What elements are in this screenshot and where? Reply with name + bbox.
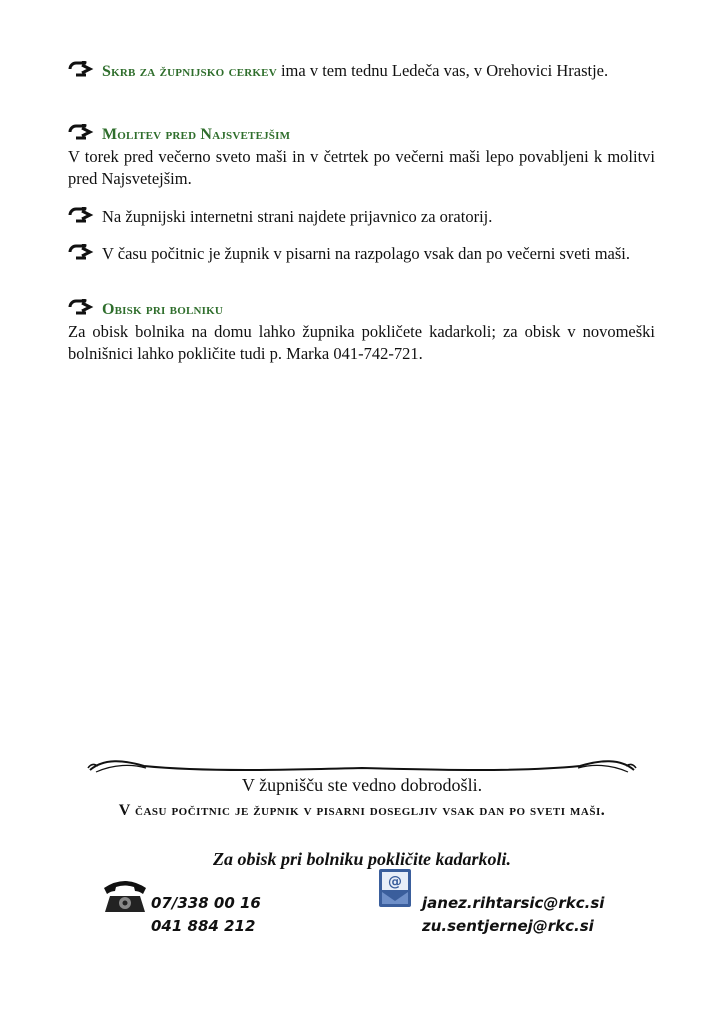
arrow-bullet-icon (68, 298, 102, 315)
notice-text: ima v tem tednu Ledeča vas, v Orehovici Hrastje. (276, 61, 609, 80)
notice-text: Na župnijski internetni strani najdete prijavnico za oratorij. (102, 207, 493, 226)
email-icon (378, 868, 412, 908)
notice-office-hours (68, 243, 655, 265)
arrow-bullet-icon (68, 123, 102, 140)
notice-text: V času počitnic je župnik v pisarni na razpolago vsak dan po večerni sveti maši. (102, 244, 630, 263)
notice-heading: Obisk pri bolniku (102, 301, 224, 318)
arrow-bullet-icon (68, 206, 102, 223)
notice-church-care (68, 60, 655, 83)
email-address-2[interactable]: zu.sentjernej@rkc.si (422, 917, 594, 935)
footer-visit-note: Za obisk pri bolniku pokličite kadarkoli. (212, 849, 512, 869)
svg-text:@: @ (388, 874, 402, 890)
phone-number-1[interactable]: 07/338 00 16 (151, 894, 261, 912)
footer-office-note: V času počitnic je župnik v pisarni dosegljiv vsak dan po sveti maši. (118, 802, 606, 819)
footer-welcome: V župnišču ste vedno dobrodošli. (241, 775, 483, 795)
email-address-1[interactable]: janez.rihtarsic@rkc.si (422, 894, 605, 912)
notice-text: V torek pred večerno sveto maši in v četrtek po večerni maši lepo povabljeni k molitvi pred Najsvetejšim. (68, 147, 655, 188)
notice-heading: Skrb za župnijsko cerkev (102, 63, 277, 80)
ornamental-divider (84, 750, 640, 778)
notice-heading: Molitev pred Najsvetejšim (102, 126, 291, 143)
arrow-bullet-icon (68, 243, 102, 260)
phone-number-2[interactable]: 041 884 212 (151, 917, 256, 935)
notice-adoration (68, 123, 655, 190)
notice-text: Za obisk bolnika na domu lahko župnika pokličete kadarkoli; za obisk v novomeški bolnišnici lahko pokličite tudi p. Marka 041-742-721. (68, 322, 655, 363)
notice-oratory (68, 206, 655, 228)
arrow-bullet-icon (68, 60, 102, 77)
notice-sick-visit (68, 298, 655, 365)
telephone-icon (100, 876, 150, 916)
